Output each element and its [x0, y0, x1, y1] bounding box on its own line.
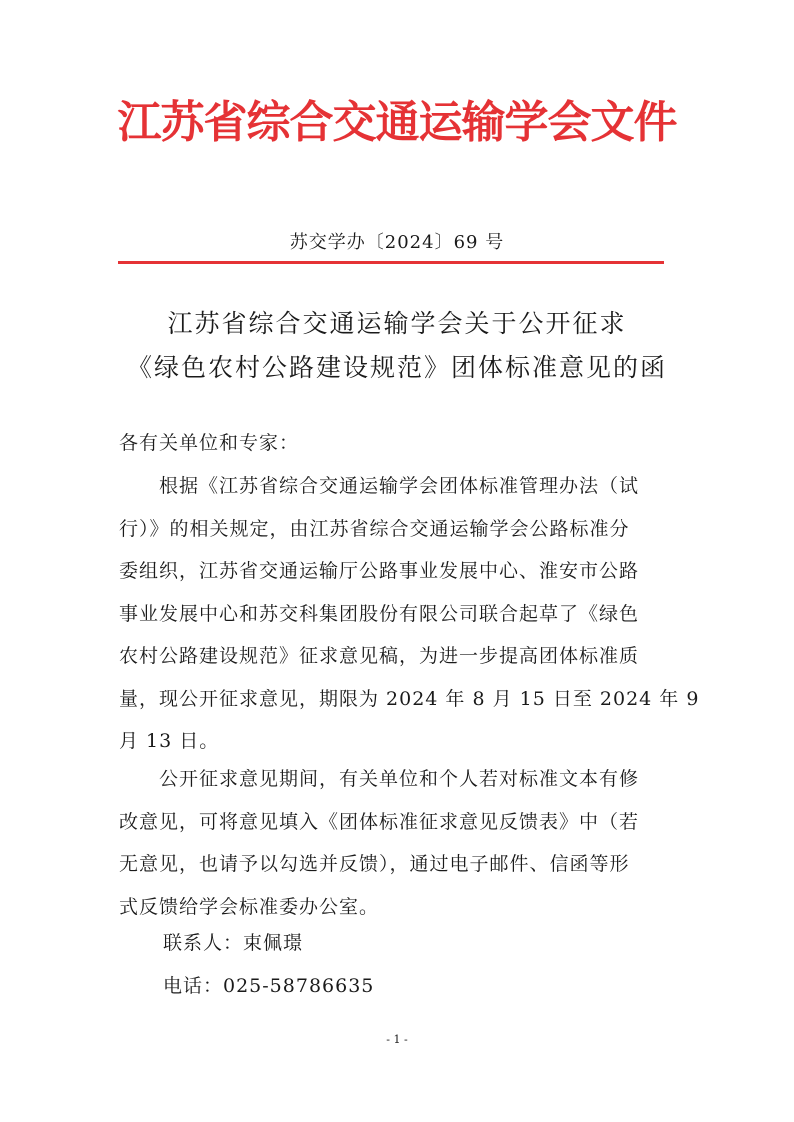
red-divider-line — [118, 261, 664, 264]
title-line-1: 江苏省综合交通运输学会关于公开征求 — [167, 309, 627, 338]
contact-phone: 电话：025-58786635 — [163, 975, 375, 997]
title-line-2: 《绿色农村公路建设规范》团体标准意见的函 — [126, 353, 667, 382]
issuing-org-header: 江苏省综合交通运输学会文件 — [117, 97, 677, 148]
paragraph-line: 公开征求意见期间，有关单位和个人若对标准文本有修 — [119, 768, 640, 790]
contact-person: 联系人：束佩璟 — [163, 932, 304, 954]
paragraph-line: 委组织，江苏省交通运输厅公路事业发展中心、淮安市公路 — [119, 560, 640, 582]
paragraph-line: 根据《江苏省综合交通运输学会团体标准管理办法（试 — [119, 475, 640, 497]
paragraph-line: 量，现公开征求意见，期限为 2024 年 8 月 15 日至 2024 年 9 — [119, 687, 700, 710]
paragraph-line: 行）》的相关规定，由江苏省综合交通运输学会公路标准分 — [119, 517, 630, 540]
body-paragraph-2 — [119, 758, 689, 928]
paragraph-line: 事业发展中心和苏交科集团股份有限公司联合起草了《绿色 — [119, 602, 640, 625]
salutation: 各有关单位和专家： — [119, 432, 300, 454]
paragraph-line: 农村公路建设规范》征求意见稿，为进一步提高团体标准质 — [119, 645, 640, 667]
paragraph-line: 改意见，可将意见填入《团体标准征求意见反馈表》中（若 — [119, 810, 640, 833]
document-title — [0, 302, 794, 390]
paragraph-line: 式反馈给学会标准委办公室。 — [119, 895, 380, 918]
page-number: - 1 - — [386, 1033, 408, 1046]
paragraph-line: 月 13 日。 — [119, 730, 220, 752]
paragraph-line: 无意见，也请予以勾选并反馈），通过电子邮件、信函等形 — [119, 853, 630, 875]
body-paragraph-1 — [119, 465, 700, 763]
document-number: 苏交学办〔2024〕69 号 — [289, 232, 505, 253]
